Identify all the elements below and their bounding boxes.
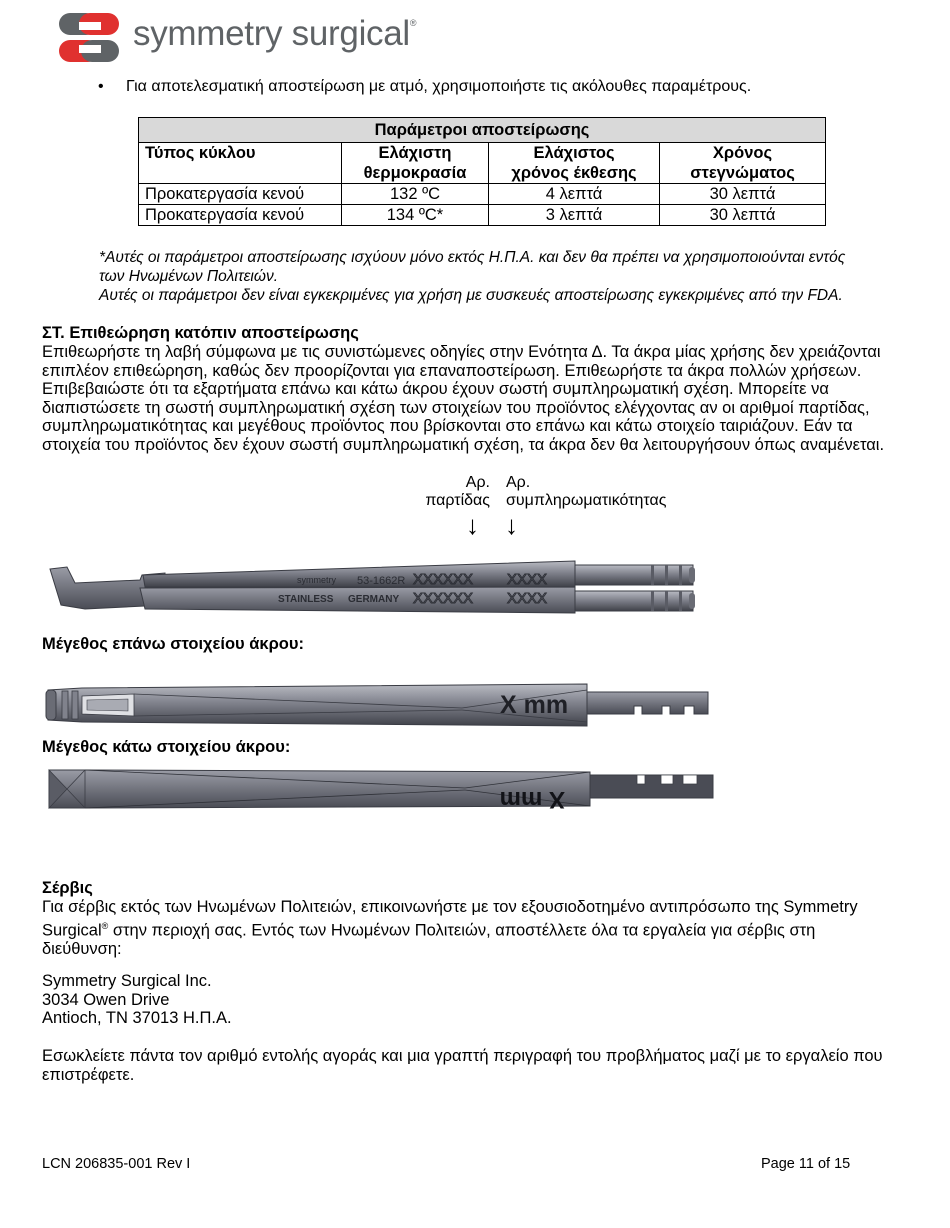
paragraph-line: διεύθυνση: <box>42 939 122 958</box>
lot-number-label: Αρ. παρτίδας <box>425 474 490 509</box>
complementarity-number-label: Αρ. συμπληρωματικότητας <box>506 474 667 509</box>
paragraph-line: διαπιστώσετε τη σωστή συμπληρωματική σχέση των στοιχείων του προϊόντος ελέγχοντας αν οι αριθμοί παρτίδας, <box>42 398 870 417</box>
paragraph-line: Surgical® στην περιοχή σας. Εντός των Ηνωμένων Πολιτειών, αποστέλλετε όλα τα εργαλεία για σέρβις στη <box>42 920 816 939</box>
paragraph-line: Επιθεωρήστε τη λαβή σύμφωνα με τις συνιστώμενες οδηγίες στην Ενότητα Δ. Τα άκρα μίας χρήσης δεν χρειάζονται <box>42 343 881 361</box>
lower-size-label: Μέγεθος κάτω στοιχείου άκρου: <box>42 738 291 756</box>
paragraph-line: Εσωκλείετε πάντα τον αριθμό εντολής αγοράς και μια γραπτή περιγραφή του προβλήματος μαζί με το εργαλείο που <box>42 1047 883 1065</box>
table-cell: Προκατεργασία κενού <box>139 205 342 226</box>
footnote-line-2: των Ηνωμένων Πολιτειών. <box>99 268 279 285</box>
table-row <box>139 184 826 205</box>
address-line: Symmetry Surgical Inc. <box>42 972 212 990</box>
upper-size-engraving: X mm <box>500 691 569 719</box>
footer-doc-id: LCN 206835-001 Rev I <box>42 1156 191 1172</box>
footer-page-number: Page 11 of 15 <box>761 1156 851 1172</box>
table-header-row <box>139 143 826 184</box>
sterilization-table <box>138 117 826 226</box>
paragraph-line: επιστρέφετε. <box>42 1065 135 1084</box>
engrave-lot: XXXXXX <box>413 571 474 588</box>
paragraph-line: Για σέρβις εκτός των Ηνωμένων Πολιτειών, επικοινωνήστε με τον εξουσιοδοτημένο αντιπρόσωπο της Symmetry <box>42 898 858 916</box>
header-dry-time: Χρόνος στεγνώματος <box>660 143 826 184</box>
engrave-lot-lower: XXXXXX <box>413 590 474 607</box>
service-title: Σέρβις <box>42 879 93 897</box>
address-line: 3034 Owen Drive <box>42 990 170 1009</box>
logo-wordmark: symmetry surgical® <box>133 14 417 53</box>
upper-tip-figure <box>42 682 714 728</box>
engrave-comp: XXXX <box>507 571 548 588</box>
engrave-steel: STAINLESS <box>278 594 334 605</box>
footnote-line-1: *Αυτές οι παράμετροι αποστείρωσης ισχύουν μόνο εκτός Η.Π.Α. και δεν θα πρέπει να χρησιμοποιούνται εντός <box>99 249 846 266</box>
table-cell: 30 λεπτά <box>660 184 826 205</box>
engrave-country: GERMANY <box>348 594 400 605</box>
address-line: Antioch, TN 37013 Η.Π.Α. <box>42 1009 232 1027</box>
header-min-exposure: Ελάχιστος χρόνος έκθεσης <box>489 143 660 184</box>
engrave-comp-lower: XXXX <box>507 590 548 607</box>
upper-size-label: Μέγεθος επάνω στοιχείου άκρου: <box>42 635 304 653</box>
service-address <box>42 972 232 1028</box>
footnote-line-3: Αυτές οι παράμετροι δεν είναι εγκεκριμένες για χρήση με συσκευές αποστείρωσης εγκεκριμένες από την FDA. <box>99 287 843 304</box>
service-paragraph <box>42 898 858 958</box>
paragraph-line: επιπλέον επιθεώρηση, καθώς δεν προορίζονται για επαναποστείρωση. Επιθεωρήστε τα άκρα πολλών χρήσεων. <box>42 361 862 380</box>
lower-tip-figure <box>45 766 717 814</box>
paragraph-line: συμπληρωματικότητας και μεγέθους προϊόντος που βρίσκονται στο επάνω και κάτω στοιχείο ταιριάζουν. Εάν τα <box>42 417 853 435</box>
header-cycle-type: Τύπος κύκλου <box>139 143 342 184</box>
lot-arrow-icon: ↓ <box>466 510 479 540</box>
paragraph-line: Επιβεβαιώστε ότι τα εξαρτήματα επάνω και κάτω άκρου έχουν σωστή συμπληρωματική σχέση. Μπορείτε να <box>42 380 829 398</box>
service-closing <box>42 1047 883 1084</box>
table-cell: 4 λεπτά <box>489 184 660 205</box>
symmetry-logo-icon <box>57 10 123 66</box>
header-min-temp: Ελάχιστη θερμοκρασία <box>342 143 489 184</box>
lower-size-engraving: X mm <box>499 786 565 813</box>
table-cell: 134 ºC* <box>342 205 489 226</box>
table-row <box>139 205 826 226</box>
table-cell: 3 λεπτά <box>489 205 660 226</box>
intro-bullet: • Για αποτελεσματική αποστείρωση με ατμό, χρησιμοποιήστε τις ακόλουθες παραμέτρους. <box>98 78 752 95</box>
inspection-title: ΣΤ. Επιθεώρηση κατόπιν αποστείρωσης <box>42 324 359 342</box>
complementarity-arrow-icon: ↓ <box>505 510 518 540</box>
paragraph-line: στοιχεία του προϊόντος δεν έχουν σωστή συμπληρωματική σχέση, τα άκρα δεν θα λειτουργήσουν όπως αναμένεται. <box>42 435 885 454</box>
inspection-paragraph <box>42 343 884 454</box>
table-cell: 30 λεπτά <box>660 205 826 226</box>
tip-pair-figure <box>45 555 700 617</box>
table-cell: 132 ºC <box>342 184 489 205</box>
table-cell: Προκατεργασία κενού <box>139 184 342 205</box>
engrave-code: 53-1662R <box>357 575 406 587</box>
engrave-brand: symmetry <box>297 575 336 585</box>
table-caption: Παράμετροι αποστείρωσης <box>139 118 826 143</box>
